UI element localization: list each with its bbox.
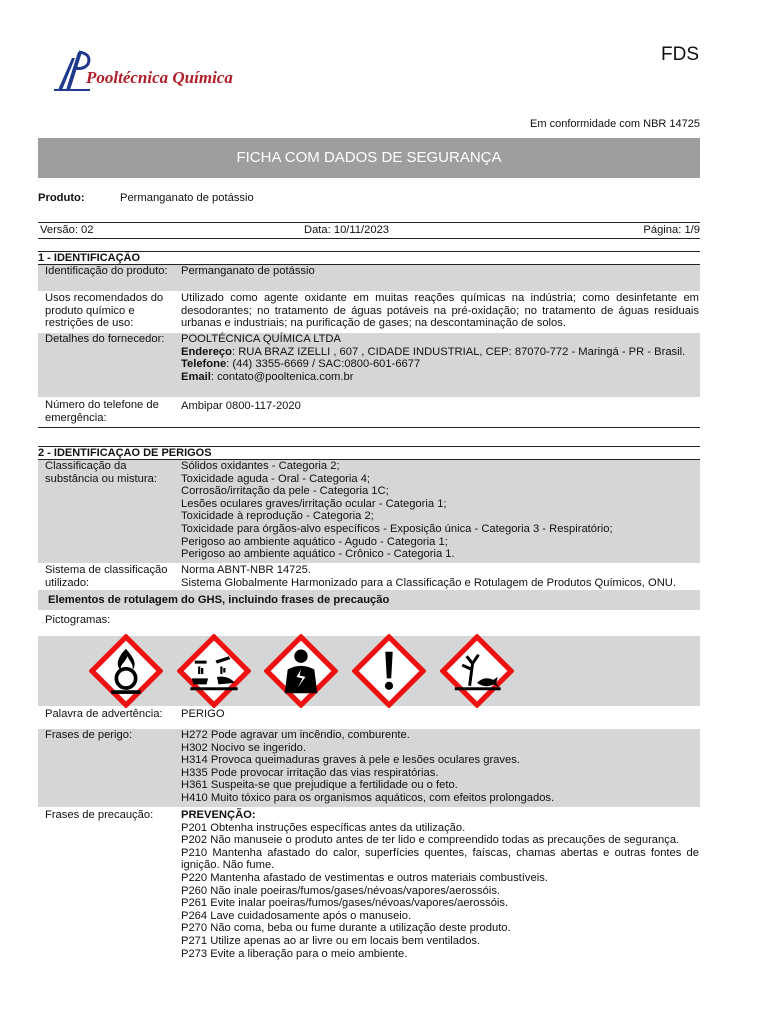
revision-date: Data: 10/11/2023	[304, 224, 390, 236]
row-value: Ambipar 0800-117-2020	[181, 400, 301, 412]
classification-item: Toxicidade aguda - Oral - Categoria 4;	[181, 472, 371, 485]
precaution-statement: P264 Lave cuidadosamente após o manuseio.	[181, 909, 412, 922]
hazard-statements	[181, 729, 699, 805]
precaution-statements-row	[38, 809, 700, 964]
row-label: Pictogramas:	[45, 614, 111, 626]
row-value: Utilizado como agente oxidante em muitas reações químicas na indústria; como desinfetante em desodorantes; no tratamento de águas potáveis na pré-oxidação; no tratamento de águas residuais urbanas e industriais; na purificação de gases; na descontaminação de solos.	[181, 292, 699, 330]
email-value: : contato@pooltenica.com.br	[210, 370, 354, 383]
document-code: FDS	[661, 44, 699, 65]
classification-item: Lesões oculares graves/irritação ocular - Categoria 1;	[181, 497, 447, 510]
hazard-statement: H302 Nocivo se ingerido.	[181, 741, 306, 754]
signal-word-row	[38, 708, 700, 722]
system-item: Sistema Globalmente Harmonizado para a Classificação e Rotulagem de Produtos Químicos, ONU.	[181, 576, 676, 589]
flame-over-circle-icon	[89, 634, 163, 708]
product-label: Produto:	[38, 192, 85, 204]
row-label: Frases de precaução:	[45, 809, 154, 821]
page-title: FICHA COM DADOS DE SEGURANÇA	[38, 138, 700, 178]
system-list	[181, 564, 699, 589]
precaution-statement: P271 Utilize apenas ao ar livre ou em locais bem ventilados.	[181, 934, 481, 947]
signal-word: PERIGO	[181, 708, 225, 720]
divider	[38, 427, 700, 428]
row-label: Detalhes do fornecedor:	[45, 333, 165, 345]
supplier-row	[38, 333, 700, 397]
precaution-statements	[181, 809, 699, 960]
section-1-title: 1 - IDENTIFICAÇÃO	[38, 252, 141, 264]
divider	[38, 238, 700, 239]
conformity-note: Em conformidade com NBR 14725	[530, 118, 700, 130]
page-number: Página: 1/9	[643, 224, 700, 236]
environment-icon	[440, 634, 514, 708]
classification-list	[181, 460, 699, 561]
hazard-statement: H361 Suspeita-se que prejudique a fertilidade ou o feto.	[181, 779, 458, 792]
supplier-address	[181, 346, 699, 359]
ghs-heading: Elementos de rotulagem do GHS, incluindo frases de precaução	[38, 590, 700, 610]
hazard-statement: H335 Pode provocar irritação das vias respiratórias.	[181, 766, 439, 779]
precaution-statement: P260 Não inale poeiras/fumos/gases/névoas/vapores/aerossóis.	[181, 884, 501, 897]
company-logo	[52, 46, 252, 96]
supplier-phone	[181, 358, 699, 371]
precaution-statement: P270 Não coma, beba ou fume durante a utilização deste produto.	[181, 922, 511, 935]
uses-row	[38, 292, 700, 332]
pictograms-row	[38, 614, 700, 628]
corrosion-icon	[177, 634, 251, 708]
supplier-details	[181, 333, 699, 383]
classification-item: Sólidos oxidantes - Categoria 2;	[181, 460, 340, 472]
row-label: Sistema de classificação utilizado:	[45, 564, 168, 589]
phone-label: Telefone	[181, 358, 227, 371]
prevention-heading: PREVENÇÃO:	[181, 809, 256, 821]
row-value: Permanganato de potássio	[181, 265, 315, 277]
health-hazard-icon	[264, 634, 338, 708]
section-2-title: 2 - IDENTIFICAÇAO DE PERIGOS	[38, 447, 212, 459]
hazard-statement: H314 Provoca queimaduras graves à pele e lesões oculares graves.	[181, 754, 520, 767]
supplier-company: POOLTÉCNICA QUÍMICA LTDA	[181, 333, 341, 345]
precaution-statement: P261 Evite inalar poeiras/fumos/gases/névoas/vapores/aerossóis.	[181, 897, 509, 910]
row-label: Frases de perigo:	[45, 729, 133, 741]
classification-row	[38, 460, 700, 563]
row-label: Palavra de advertência:	[45, 708, 163, 720]
emergency-row	[38, 399, 700, 426]
version: Versão: 02	[40, 224, 94, 236]
precaution-statement: P273 Evite a liberação para o meio ambiente.	[181, 947, 408, 960]
precaution-statement: P202 Não manuseie o produto antes de ter lido e compreendido todas as precauções de segurança.	[181, 834, 680, 847]
phone-value: : (44) 3355-6669 / SAC:0800-601-6677	[226, 358, 421, 371]
address-label: Endereço	[181, 345, 232, 358]
exclamation-mark-icon	[352, 634, 426, 708]
divider	[38, 222, 700, 223]
row-label: Classificação da substância ou mistura:	[45, 460, 157, 485]
row-label: Número do telefone de emergência:	[45, 399, 159, 424]
classification-item: Perigoso ao ambiente aquático - Crônico - Categoria 1.	[181, 548, 455, 561]
product-name: Permanganato de potássio	[120, 192, 254, 204]
hazard-statement: H272 Pode agravar um incêndio, comburente.	[181, 729, 410, 741]
system-item: Norma ABNT-NBR 14725.	[181, 564, 311, 576]
classification-item: Toxicidade para órgãos-alvo específicos - Exposição única - Categoria 3 - Respiratório;	[181, 522, 613, 535]
row-label: Identificação do produto:	[45, 265, 168, 277]
precaution-statement: P220 Mantenha afastado de vestimentas e outros materiais combustíveis.	[181, 871, 548, 884]
system-row	[38, 564, 700, 590]
precaution-statement: P210 Mantenha afastado do calor, superfícies quentes, faíscas, chamas abertas e outras fontes de ignição. Não fume.	[181, 846, 699, 872]
hazard-statements-row	[38, 729, 700, 807]
address-value: : RUA BRAZ IZELLI , 607 , CIDADE INDUSTRIAL, CEP: 87070-772 - Maringá - PR - Brasil.	[231, 345, 686, 358]
logo-text: Pooltécnica Química	[86, 68, 233, 87]
row-label: Usos recomendados do produto químico e restrições de uso:	[45, 292, 164, 330]
classification-item: Toxicidade à reprodução - Categoria 2;	[181, 510, 374, 523]
supplier-email	[181, 371, 699, 384]
classification-item: Perigoso ao ambiente aquático - Agudo - Categoria 1;	[181, 535, 448, 548]
identification-row	[38, 265, 700, 291]
email-label: Email	[181, 370, 211, 383]
classification-item: Corrosão/irritação da pele - Categoria 1C;	[181, 485, 389, 498]
precaution-statement: P201 Obtenha instruções específicas antes da utilização.	[181, 821, 466, 834]
hazard-statement: H410 Muito tóxico para os organismos aquáticos, com efeitos prolongados.	[181, 791, 555, 804]
